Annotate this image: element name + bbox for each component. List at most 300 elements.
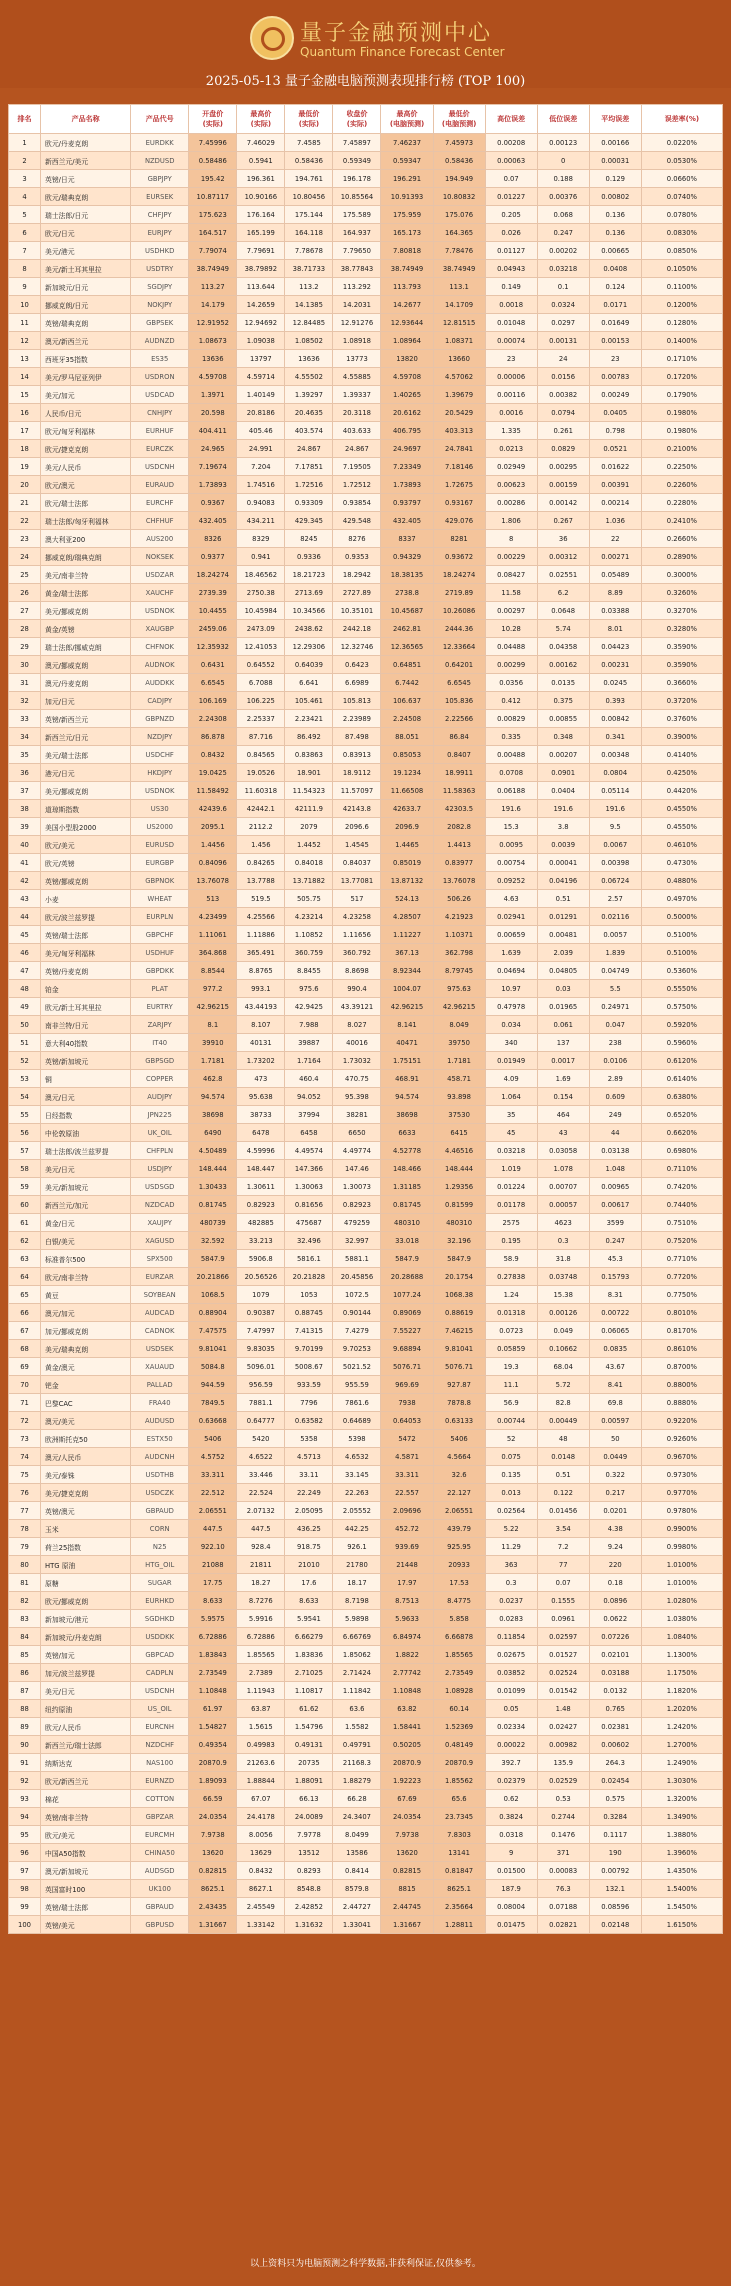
table-cell: 505.75 xyxy=(285,890,333,908)
table-cell: 0.00829 xyxy=(485,710,537,728)
table-cell: 367.13 xyxy=(381,944,433,962)
table-row xyxy=(9,980,723,998)
table-cell: 黄金/英镑 xyxy=(41,620,131,638)
table-cell: 0.075 xyxy=(485,1448,537,1466)
table-cell: 英镑/新西兰元 xyxy=(41,710,131,728)
table-cell: 56 xyxy=(9,1124,41,1142)
table-cell: CADNOK xyxy=(131,1322,189,1340)
table-cell: 0.5100% xyxy=(641,944,722,962)
table-cell: 364.868 xyxy=(189,944,237,962)
table-cell: 小麦 xyxy=(41,890,131,908)
table-cell: EURCZK xyxy=(131,440,189,458)
table-cell: 176.164 xyxy=(237,206,285,224)
table-cell: 458.71 xyxy=(433,1070,485,1088)
table-cell: 1.73202 xyxy=(237,1052,285,1070)
table-cell: 975.6 xyxy=(285,980,333,998)
table-cell: 94.052 xyxy=(285,1088,333,1106)
header xyxy=(0,0,731,88)
table-cell: 0.6120% xyxy=(641,1052,722,1070)
table-cell: 76 xyxy=(9,1484,41,1502)
table-cell: 2.22566 xyxy=(433,710,485,728)
table-cell: 0.90144 xyxy=(333,1304,381,1322)
table-cell: 10.87117 xyxy=(189,188,237,206)
table-cell: 35 xyxy=(9,746,41,764)
table-cell: 0.00449 xyxy=(537,1412,589,1430)
table-cell: 欧元/日元 xyxy=(41,224,131,242)
table-cell: 2462.81 xyxy=(381,620,433,638)
table-cell: 238 xyxy=(589,1034,641,1052)
table-cell: 1.11943 xyxy=(237,1682,285,1700)
table-cell: 447.5 xyxy=(189,1520,237,1538)
table-cell: USDRON xyxy=(131,368,189,386)
table-cell: 1.72675 xyxy=(433,476,485,494)
table-cell: 1.08918 xyxy=(333,332,381,350)
table-cell: 1.30073 xyxy=(333,1178,381,1196)
table-cell: 澳元/挪威克朗 xyxy=(41,656,131,674)
table-cell: AUDJPY xyxy=(131,1088,189,1106)
table-cell: 0.00126 xyxy=(537,1304,589,1322)
table-cell: 0.0405 xyxy=(589,404,641,422)
table-cell: 0.1555 xyxy=(537,1592,589,1610)
table-cell: 0.3284 xyxy=(589,1808,641,1826)
table-cell: 925.95 xyxy=(433,1538,485,1556)
table-cell: 0.149 xyxy=(485,278,537,296)
table-cell: 190 xyxy=(589,1844,641,1862)
table-cell: AUDNZD xyxy=(131,332,189,350)
table-cell: 7.47997 xyxy=(237,1322,285,1340)
table-cell: 105.836 xyxy=(433,692,485,710)
table-cell: 1.4350% xyxy=(641,1862,722,1880)
table-cell: 0.941 xyxy=(237,548,285,566)
table-cell: 人民币/日元 xyxy=(41,404,131,422)
table-cell: 0.00083 xyxy=(537,1862,589,1880)
table-cell: 7849.5 xyxy=(189,1394,237,1412)
table-cell: 6.6545 xyxy=(189,674,237,692)
table-cell: 0.02454 xyxy=(589,1772,641,1790)
table-cell: 0.0016 xyxy=(485,404,537,422)
table-cell: ZARJPY xyxy=(131,1016,189,1034)
table-cell: 8548.8 xyxy=(285,1880,333,1898)
table-cell: 0.01949 xyxy=(485,1052,537,1070)
table-cell: 美元/日元 xyxy=(41,1160,131,1178)
table-cell: 中国A50指数 xyxy=(41,1844,131,1862)
table-cell: 80 xyxy=(9,1556,41,1574)
table-cell: 12.32746 xyxy=(333,638,381,656)
table-cell: 94 xyxy=(9,1808,41,1826)
table-cell: 0.5100% xyxy=(641,926,722,944)
table-cell: 38 xyxy=(9,800,41,818)
table-cell: 0.00623 xyxy=(485,476,537,494)
table-cell: 63.87 xyxy=(237,1700,285,1718)
table-cell: 403.633 xyxy=(333,422,381,440)
table-cell: 0.0794 xyxy=(537,404,589,422)
table-cell: 63.6 xyxy=(333,1700,381,1718)
table-cell: 22 xyxy=(9,512,41,530)
table-cell: 969.69 xyxy=(381,1376,433,1394)
table-cell: 18.27 xyxy=(237,1574,285,1592)
table-cell: 0.63133 xyxy=(433,1412,485,1430)
table-cell: 1.456 xyxy=(237,836,285,854)
table-cell: 0.375 xyxy=(537,692,589,710)
table-row xyxy=(9,188,723,206)
table-cell: EURNZD xyxy=(131,1772,189,1790)
table-cell: 92 xyxy=(9,1772,41,1790)
table-cell: 8.107 xyxy=(237,1016,285,1034)
table-cell: 0.9980% xyxy=(641,1538,722,1556)
table-cell: EURSEK xyxy=(131,188,189,206)
table-cell: 1.2490% xyxy=(641,1754,722,1772)
table-cell: 68 xyxy=(9,1340,41,1358)
table-cell: 7.78476 xyxy=(433,242,485,260)
table-cell: 0.01318 xyxy=(485,1304,537,1322)
table-cell: 1.08502 xyxy=(285,332,333,350)
table-cell: ESTX50 xyxy=(131,1430,189,1448)
table-cell: 欧元/新西兰元 xyxy=(41,1772,131,1790)
table-cell: 42439.6 xyxy=(189,800,237,818)
table-cell: 欧元/人民币 xyxy=(41,1718,131,1736)
table-cell: 0.03138 xyxy=(589,1142,641,1160)
table-cell: 1.5400% xyxy=(641,1880,722,1898)
table-cell: 4.49574 xyxy=(285,1142,333,1160)
table-cell: 4.59708 xyxy=(381,368,433,386)
table-cell: 0.04196 xyxy=(537,872,589,890)
table-cell: 0.03852 xyxy=(485,1664,537,1682)
table-cell: 0.9220% xyxy=(641,1412,722,1430)
table-cell: 美元/人民币 xyxy=(41,458,131,476)
table-cell: 0.48149 xyxy=(433,1736,485,1754)
table-cell: 11.58 xyxy=(485,584,537,602)
table-row xyxy=(9,530,723,548)
table-cell: 0.8700% xyxy=(641,1358,722,1376)
table-cell: 0.122 xyxy=(537,1484,589,1502)
table-cell: 4.5713 xyxy=(285,1448,333,1466)
table-cell: 69.8 xyxy=(589,1394,641,1412)
table-cell: 15.3 xyxy=(485,818,537,836)
table-cell: 0.0901 xyxy=(537,764,589,782)
table-cell: 0.0067 xyxy=(589,836,641,854)
table-cell: 1.10817 xyxy=(285,1682,333,1700)
table-cell: 7.19674 xyxy=(189,458,237,476)
table-cell: 7.45996 xyxy=(189,134,237,152)
table-cell: 20735 xyxy=(285,1754,333,1772)
table-cell: 74 xyxy=(9,1448,41,1466)
table-cell: 0.24971 xyxy=(589,998,641,1016)
table-cell: XAUAUD xyxy=(131,1358,189,1376)
table-cell: 12 xyxy=(9,332,41,350)
table-row xyxy=(9,1376,723,1394)
table-cell: 6458 xyxy=(285,1124,333,1142)
table-cell: 6.66769 xyxy=(333,1628,381,1646)
table-cell: 0.81745 xyxy=(381,1196,433,1214)
table-cell: 61 xyxy=(9,1214,41,1232)
table-cell: 33.018 xyxy=(381,1232,433,1250)
table-cell: 1.4545 xyxy=(333,836,381,854)
table-cell: 1 xyxy=(9,134,41,152)
table-cell: 175.589 xyxy=(333,206,381,224)
table-cell: COTTON xyxy=(131,1790,189,1808)
table-cell: SUGAR xyxy=(131,1574,189,1592)
table-cell: 13.87132 xyxy=(381,872,433,890)
table-cell: 20.4635 xyxy=(285,404,333,422)
table-cell: 0.5941 xyxy=(237,152,285,170)
table-cell: 21 xyxy=(9,494,41,512)
table-cell: 96 xyxy=(9,1844,41,1862)
table-cell: 5.9633 xyxy=(381,1610,433,1628)
table-cell: 2738.8 xyxy=(381,584,433,602)
table-cell: 39887 xyxy=(285,1034,333,1052)
table-cell: 10.45687 xyxy=(381,602,433,620)
table-cell: 31 xyxy=(9,674,41,692)
table-cell: 巴黎CAC xyxy=(41,1394,131,1412)
table-cell: 5.74 xyxy=(537,620,589,638)
table-cell: 78 xyxy=(9,1520,41,1538)
table-cell: 22 xyxy=(589,530,641,548)
table-cell: 澳元/丹麦克朗 xyxy=(41,674,131,692)
table-cell: CHFJPY xyxy=(131,206,189,224)
table-cell: 19.0526 xyxy=(237,764,285,782)
table-cell: 0.90387 xyxy=(237,1304,285,1322)
table-cell: 66.59 xyxy=(189,1790,237,1808)
table-cell: 0.01127 xyxy=(485,242,537,260)
table-cell: 164.937 xyxy=(333,224,381,242)
table-cell: 0.49131 xyxy=(285,1736,333,1754)
table-cell: 英镑/瑞典克朗 xyxy=(41,314,131,332)
table-cell: 83 xyxy=(9,1610,41,1628)
table-cell: 0.7510% xyxy=(641,1214,722,1232)
table-cell: 17 xyxy=(9,422,41,440)
table-cell: 0.59347 xyxy=(381,152,433,170)
table-cell: 24.9697 xyxy=(381,440,433,458)
table-cell: 1.0100% xyxy=(641,1574,722,1592)
table-cell: 0.64552 xyxy=(237,656,285,674)
table-cell: 0.27838 xyxy=(485,1268,537,1286)
table-cell: 0.00842 xyxy=(589,710,641,728)
table-row xyxy=(9,1484,723,1502)
table-cell: 10.26086 xyxy=(433,602,485,620)
table-cell: 澳元/新加坡元 xyxy=(41,1862,131,1880)
table-cell: 13620 xyxy=(189,1844,237,1862)
table-cell: 67.07 xyxy=(237,1790,285,1808)
table-cell: 欧元/澳元 xyxy=(41,476,131,494)
table-cell: 0.49983 xyxy=(237,1736,285,1754)
column-header: 最高价 (电脑预测) xyxy=(381,105,433,134)
table-cell: 479259 xyxy=(333,1214,381,1232)
table-cell: 66.13 xyxy=(285,1790,333,1808)
table-cell: 澳大利亚200 xyxy=(41,530,131,548)
table-cell: 1.08371 xyxy=(433,332,485,350)
table-row xyxy=(9,512,723,530)
table-cell: 1.10848 xyxy=(189,1682,237,1700)
table-cell: 0.49791 xyxy=(333,1736,381,1754)
table-cell: 0.00231 xyxy=(589,656,641,674)
table-cell: 新加坡元/丹麦克朗 xyxy=(41,1628,131,1646)
table-cell: 63.82 xyxy=(381,1700,433,1718)
table-cell: 0.7110% xyxy=(641,1160,722,1178)
table-cell: 2459.06 xyxy=(189,620,237,638)
table-cell: 美元/泰铢 xyxy=(41,1466,131,1484)
table-cell: 0.05859 xyxy=(485,1340,537,1358)
table-cell: 0.00792 xyxy=(589,1862,641,1880)
table-cell: 0.00041 xyxy=(537,854,589,872)
table-cell: NOKJPY xyxy=(131,296,189,314)
table-cell: 0.348 xyxy=(537,728,589,746)
table-cell: 铂金 xyxy=(41,980,131,998)
table-cell: 62 xyxy=(9,1232,41,1250)
table-cell: 14.1385 xyxy=(285,296,333,314)
table-cell: 8.8698 xyxy=(333,962,381,980)
table-cell: 0.068 xyxy=(537,206,589,224)
table-cell: 0.412 xyxy=(485,692,537,710)
table-cell: 7.4585 xyxy=(285,134,333,152)
table-cell: 191.6 xyxy=(537,800,589,818)
table-cell: 13.77081 xyxy=(333,872,381,890)
table-cell: 0.0106 xyxy=(589,1052,641,1070)
table-cell: 0.02597 xyxy=(537,1628,589,1646)
table-cell: 12.84485 xyxy=(285,314,333,332)
table-cell: 7.18146 xyxy=(433,458,485,476)
table-cell: 42.96215 xyxy=(381,998,433,1016)
table-cell: 0.0132 xyxy=(589,1682,641,1700)
table-cell: 0.00481 xyxy=(537,926,589,944)
table-cell: 340 xyxy=(485,1034,537,1052)
table-cell: 1077.24 xyxy=(381,1286,433,1304)
table-cell: HTG_OIL xyxy=(131,1556,189,1574)
table-cell: 2082.8 xyxy=(433,818,485,836)
table-cell: 0.03748 xyxy=(537,1268,589,1286)
table-cell: 0.64053 xyxy=(381,1412,433,1430)
table-cell: 53 xyxy=(9,1070,41,1088)
table-cell: 14 xyxy=(9,368,41,386)
table-cell: 95 xyxy=(9,1826,41,1844)
table-cell: 4.5664 xyxy=(433,1448,485,1466)
table-cell: 1.24 xyxy=(485,1286,537,1304)
table-row xyxy=(9,638,723,656)
table-cell: 5.22 xyxy=(485,1520,537,1538)
table-cell: 0.02941 xyxy=(485,908,537,926)
table-cell: 196.291 xyxy=(381,170,433,188)
table-cell: 0.58436 xyxy=(433,152,485,170)
table-cell: 148.466 xyxy=(381,1160,433,1178)
table-row xyxy=(9,1088,723,1106)
brand-name-en: Quantum Finance Forecast Center xyxy=(300,45,505,59)
table-cell: 24.867 xyxy=(333,440,381,458)
table-cell: 64 xyxy=(9,1268,41,1286)
table-cell: 13629 xyxy=(237,1844,285,1862)
table-cell: 40131 xyxy=(237,1034,285,1052)
table-cell: 9.81041 xyxy=(433,1340,485,1358)
table-cell: 4.50489 xyxy=(189,1142,237,1160)
table-cell: 85 xyxy=(9,1646,41,1664)
table-cell: 473 xyxy=(237,1070,285,1088)
table-cell: 新加坡元/港元 xyxy=(41,1610,131,1628)
table-cell: 31.8 xyxy=(537,1250,589,1268)
table-cell: 7.46237 xyxy=(381,134,433,152)
table-cell: 91 xyxy=(9,1754,41,1772)
table-cell: 0.82923 xyxy=(333,1196,381,1214)
table-cell: 429.548 xyxy=(333,512,381,530)
table-cell: 0.0095 xyxy=(485,836,537,854)
table-cell: 4.23214 xyxy=(285,908,333,926)
table-cell: 54 xyxy=(9,1088,41,1106)
table-cell: 1.48 xyxy=(537,1700,589,1718)
table-cell: 黄金/澳元 xyxy=(41,1358,131,1376)
table-cell: 88.051 xyxy=(381,728,433,746)
table-cell: 11.54323 xyxy=(285,782,333,800)
table-row xyxy=(9,1916,723,1934)
table-cell: 32.6 xyxy=(433,1466,485,1484)
table-row xyxy=(9,224,723,242)
table-cell: 0.00207 xyxy=(537,746,589,764)
table-cell: CHFHUF xyxy=(131,512,189,530)
table-cell: 43.67 xyxy=(589,1358,641,1376)
table-cell: 475687 xyxy=(285,1214,333,1232)
table-cell: 1.335 xyxy=(485,422,537,440)
table-cell: 挪威克朗/瑞典克朗 xyxy=(41,548,131,566)
table-cell: 0.64039 xyxy=(285,656,333,674)
table-cell: 0.136 xyxy=(589,224,641,242)
table-row xyxy=(9,764,723,782)
table-cell: AUDSGD xyxy=(131,1862,189,1880)
table-cell: 1.036 xyxy=(589,512,641,530)
table-cell: 18.38135 xyxy=(381,566,433,584)
table-cell: 69 xyxy=(9,1358,41,1376)
column-header: 最低价 (实际) xyxy=(285,105,333,134)
table-cell: 3 xyxy=(9,170,41,188)
table-cell: 13512 xyxy=(285,1844,333,1862)
table-cell: 0.5000% xyxy=(641,908,722,926)
table-cell: 0.04943 xyxy=(485,260,537,278)
table-cell: 0.061 xyxy=(537,1016,589,1034)
table-cell: 21088 xyxy=(189,1556,237,1574)
table-cell: 11.1 xyxy=(485,1376,537,1394)
table-row xyxy=(9,1160,723,1178)
table-cell: 1.2700% xyxy=(641,1736,722,1754)
table-cell: 2 xyxy=(9,152,41,170)
table-cell: 14.179 xyxy=(189,296,237,314)
table-cell: 7878.8 xyxy=(433,1394,485,1412)
table-cell: 0.02675 xyxy=(485,1646,537,1664)
table-cell: 7.9738 xyxy=(381,1826,433,1844)
table-cell: 荷兰25指数 xyxy=(41,1538,131,1556)
table-cell: 0.5360% xyxy=(641,962,722,980)
table-cell: 4.57062 xyxy=(433,368,485,386)
table-cell: 4.52778 xyxy=(381,1142,433,1160)
table-cell: 2.71424 xyxy=(333,1664,381,1682)
table-cell: 0.93797 xyxy=(381,494,433,512)
table-cell: 0.06188 xyxy=(485,782,537,800)
table-cell: 0.0156 xyxy=(537,368,589,386)
table-cell: 79 xyxy=(9,1538,41,1556)
table-row xyxy=(9,800,723,818)
table-cell: 1.0840% xyxy=(641,1628,722,1646)
table-cell: 10.97 xyxy=(485,980,537,998)
table-cell: 0.11854 xyxy=(485,1628,537,1646)
table-cell: 0.04805 xyxy=(537,962,589,980)
table-cell: XAUJPY xyxy=(131,1214,189,1232)
table-row xyxy=(9,548,723,566)
table-cell: 42111.9 xyxy=(285,800,333,818)
table-cell: 美元/加元 xyxy=(41,386,131,404)
table-cell: 澳元/加元 xyxy=(41,1304,131,1322)
table-cell: 1.54796 xyxy=(285,1718,333,1736)
table-cell: 10.90166 xyxy=(237,188,285,206)
table-cell: 6.72886 xyxy=(189,1628,237,1646)
table-row xyxy=(9,1808,723,1826)
table-cell: 42.96215 xyxy=(433,998,485,1016)
table-cell: 2.06551 xyxy=(433,1502,485,1520)
table-cell: 480310 xyxy=(381,1214,433,1232)
table-cell: 1.39337 xyxy=(333,386,381,404)
